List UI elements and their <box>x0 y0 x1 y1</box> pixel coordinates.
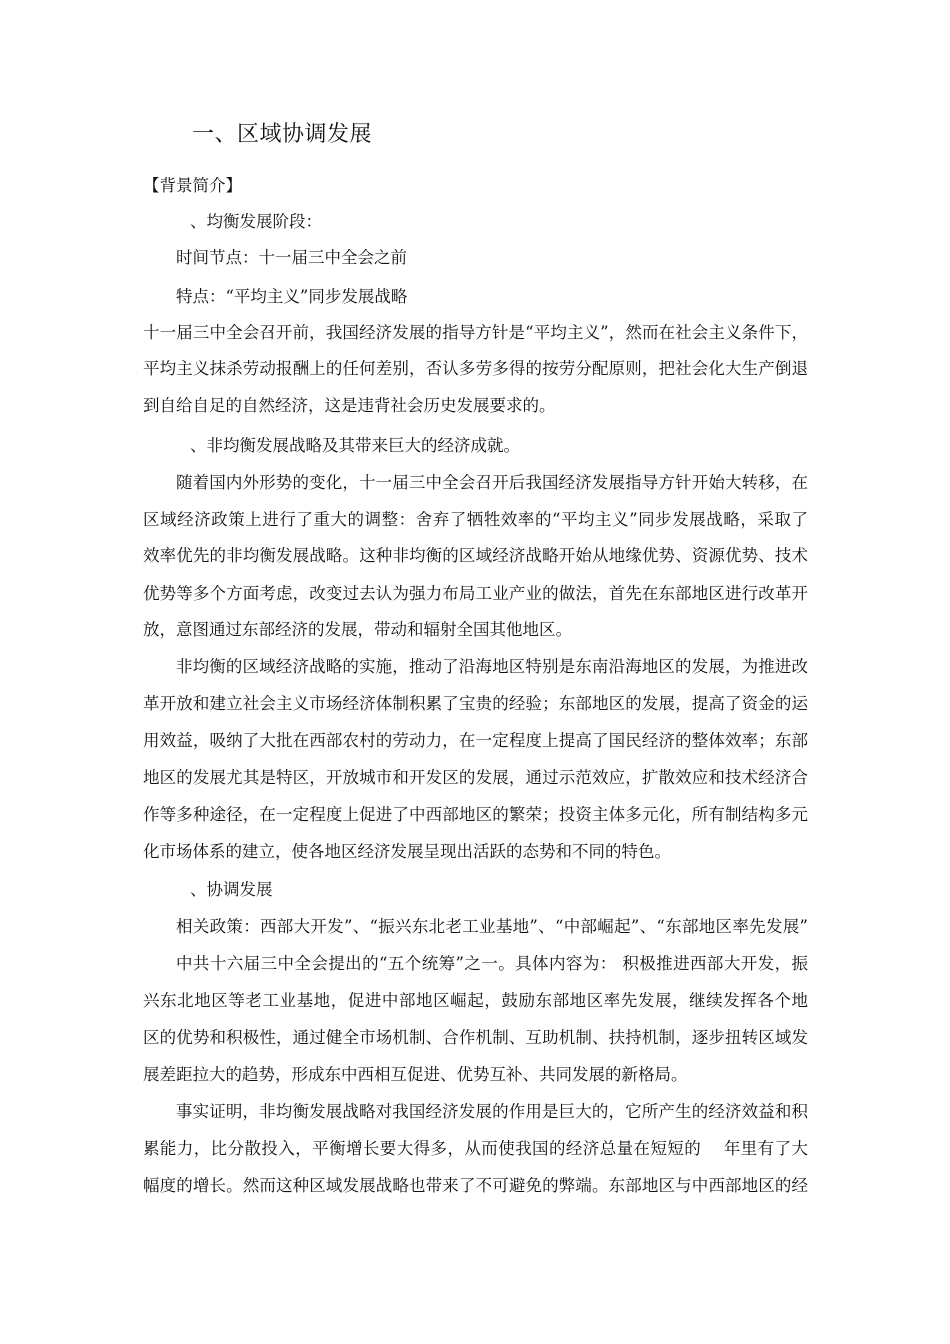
paragraph-line: 随着国内外形势的变化，十一届三中全会召开后我国经济发展指导方针开始大转移，在 <box>176 473 808 492</box>
paragraph-line: 平均主义抹杀劳动报酬上的任何差别，否认多劳多得的按劳分配原则，把社会化大生产倒退 <box>143 359 808 378</box>
paragraph-line: 十一届三中全会召开前，我国经济发展的指导方针是“平均主义”，然而在社会主义条件下， <box>143 323 808 342</box>
paragraph-line: 展差距拉大的趋势，形成东中西相互促进、优势互补、共同发展的新格局。 <box>143 1065 688 1084</box>
paragraph-line: 化市场体系的建立，使各地区经济发展呈现出活跃的态势和不同的特色。 <box>143 842 671 861</box>
subheading-unbalanced-strategy: 、非均衡发展战略及其带来巨大的经济成就。 <box>190 436 520 455</box>
paragraph-line: 地区的发展尤其是特区，开放城市和开发区的发展，通过示范效应，扩散效应和技术经济合 <box>143 768 808 787</box>
paragraph-line: 兴东北地区等老工业基地，促进中部地区崛起，鼓励东部地区率先发展，继续发挥各个地 <box>143 991 808 1010</box>
paragraph-line: 累能力，比分散投入，平衡增长要大得多，从而使我国的经济总量在短短的 年里有了大 <box>143 1139 808 1158</box>
paragraph-line: 中共十六届三中全会提出的“五个统筹”之一。具体内容为： 积极推进西部大开发，振 <box>176 954 808 973</box>
feature-line: 特点：“平均主义”同步发展战略 <box>176 287 408 306</box>
subheading-coordinated-development: 、协调发展 <box>190 880 273 899</box>
paragraph-line: 优势等多个方面考虑，改变过去认为强力布局工业产业的做法，首先在东部地区进行改革开 <box>143 584 808 603</box>
policies-line: 相关政策：西部大开发”、“振兴东北老工业基地”、“中部崛起”、“东部地区率先发展” <box>176 917 808 936</box>
paragraph-line: 区域经济政策上进行了重大的调整：舍弃了牺牲效率的“平均主义”同步发展战略，采取了 <box>143 510 808 529</box>
section-label: 【背景简介】 <box>143 176 242 195</box>
paragraph-line: 效率优先的非均衡发展战略。这种非均衡的区域经济战略开始从地缘优势、资源优势、技术 <box>143 546 808 565</box>
paragraph-line: 区的优势和积极性，通过健全市场机制、合作机制、互助机制、扶持机制，逐步扭转区域发 <box>143 1028 808 1047</box>
paragraph-line: 作等多种途径，在一定程度上促进了中西部地区的繁荣；投资主体多元化，所有制结构多元 <box>143 805 808 824</box>
paragraph-line: 到自给自足的自然经济，这是违背社会历史发展要求的。 <box>143 396 556 415</box>
subheading-balanced-stage: 、均衡发展阶段： <box>190 212 322 231</box>
paragraph-line: 用效益，吸纳了大批在西部农村的劳动力，在一定程度上提高了国民经济的整体效率；东部 <box>143 731 808 750</box>
paragraph-line: 放，意图通过东部经济的发展，带动和辐射全国其他地区。 <box>143 620 572 639</box>
paragraph-line: 事实证明，非均衡发展战略对我国经济发展的作用是巨大的，它所产生的经济效益和积 <box>176 1102 808 1121</box>
paragraph-line: 革开放和建立社会主义市场经济体制积累了宝贵的经验；东部地区的发展，提高了资金的运 <box>143 694 808 713</box>
paragraph-line: 非均衡的区域经济战略的实施，推动了沿海地区特别是东南沿海地区的发展，为推进改 <box>176 657 808 676</box>
page-title: 一、区域协调发展 <box>192 122 373 147</box>
paragraph-line: 幅度的增长。然而这种区域发展战略也带来了不可避免的弊端。东部地区与中西部地区的经 <box>143 1176 808 1195</box>
time-node-line: 时间节点：十一届三中全会之前 <box>176 248 407 267</box>
